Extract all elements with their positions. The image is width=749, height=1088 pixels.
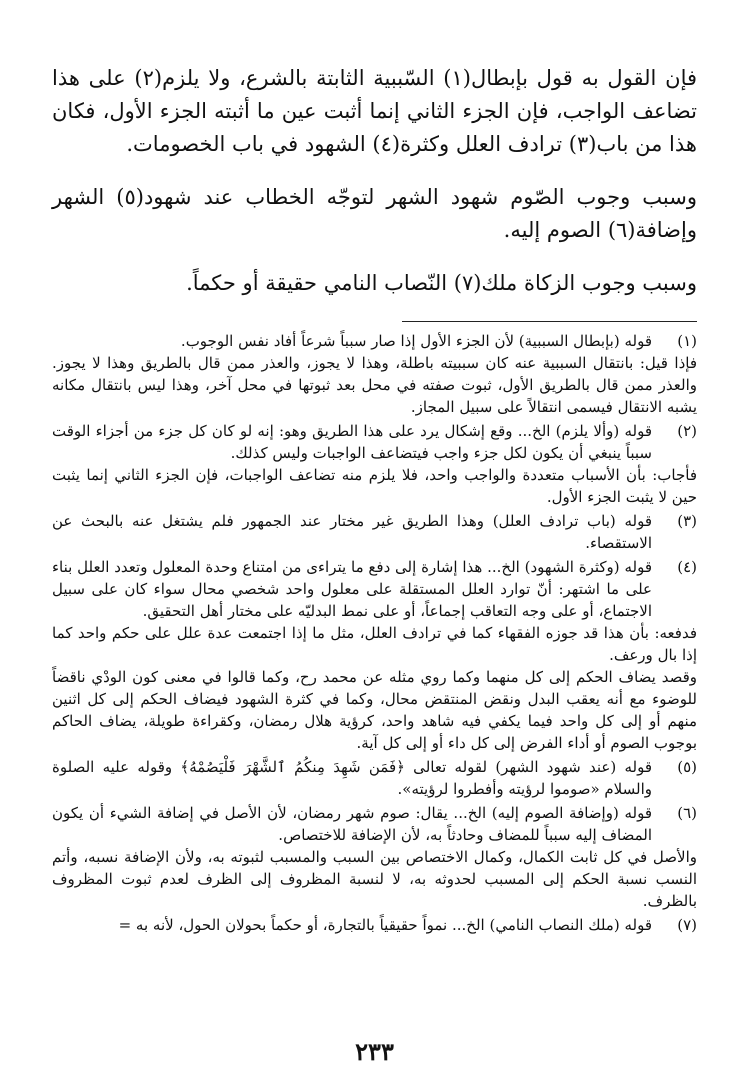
main-paragraph-3: وسبب وجوب الزكاة ملك(٧) النّصاب النامي حقيقة أو حكماً.: [186, 271, 697, 295]
footnote-4: [52, 556, 697, 754]
footnote-text: فأجاب: بأن الأسباب متعددة والواجب واحد، فلا يلزم منه تضاعف الواجبات، فإن الجزء الثاني إنما يثبت حين لا يثبت الجزء الأول.: [52, 466, 697, 506]
footnote-text: قوله (وإضافة الصوم إليه) الخ... يقال: صوم شهر رمضان، لأن الأصل في إضافة الشيء أن يكون المضاف إليه سبباً للمضاف وحادثاً به، لأن الإضافة للاختصاص.: [52, 804, 652, 844]
footnote-text: قوله (ملك النصاب النامي) الخ... نمواً حقيقياً بالتجارة، أو حكماً بحولان الحول، لأنه به =: [118, 916, 652, 934]
main-paragraph-2: وسبب وجوب الصّوم شهود الشهر لتوجّه الخطاب عند شهود(٥) الشهر وإضافة(٦) الصوم إليه.: [52, 185, 697, 242]
footnote-number: (٦): [677, 804, 697, 822]
footnote-text: قوله (وألا يلزم) الخ... وقع إشكال يرد على هذا الطريق وهو: إنه لو كان كل جزء من أجزاء الوقت سبباً ينبغي أن يكون لكل جزء واجب فيتضاعف الواجبات وليس كذلك.: [52, 422, 652, 462]
footnote-text: قوله (عند شهود الشهر) لقوله تعالى ﴿فَمَن شَهِدَ مِنكُمُ ٱلشَّهْرَ فَلْيَصُمْهُ﴾ وقوله عليه الصلوة والسلام «صوموا لرؤيته وأفطروا لرؤيته».: [52, 758, 652, 798]
footnote-number: (٥): [677, 758, 697, 776]
footnote-1: [52, 330, 697, 418]
footnote-text: فدفعه: بأن هذا قد جوزه الفقهاء كما في ترادف العلل، مثل ما إذا اجتمعت عدة علل على حكم واحد كما إذا بال ورعف.: [52, 624, 697, 664]
footnote-text: وقصد يضاف الحكم إلى كل منهما وكما روي مثله عن محمد رح، وكما قالوا في معنى كون الودْي ناقضاً للوضوء مع أنه يعقب البدل ونقض المنتقض محال، وكما في كثرة الشهود فيضاف الحكم إلى كل اثنين منهم أو إلى كل واحد فيما يكفي فيه شاهد واحد، كرؤية هلال رمضان، وكقراءة طويلة، يضاف الحاكم بوجوب الصوم أو أداء الفرض إلى كل داء أو إلى كل آية.: [52, 668, 697, 752]
main-text: [52, 62, 697, 300]
footnote-text: قوله (وكثرة الشهود) الخ... هذا إشارة إلى دفع ما يتراءى من امتناع وحدة المعلول وتعدد العلل بناء على ما اشتهر: أنّ توارد العلل المستقلة على معلول واحد شخصي محال سواء كان على سبيل الاجتماع، أو على وجه التعاقب إجماعاً، أو على نمط البدليّه على مختار أهل التحقيق.: [52, 558, 652, 620]
footnote-text: والأصل في كل ثابت الكمال، وكمال الاختصاص بين السبب والمسبب لثبوته به، ولأن الإضافة نسبه، وأتم النسب نسبة الحكم إلى المسبب لحدوثه به، لا لنسبة المظروف إلى الظرف لعدم ثبوت المظروف بالظرف.: [52, 848, 697, 910]
footnote-text: فإذا قيل: بانتقال السببية عنه كان سببيته باطلة، وهذا لا يجوز، والعذر ممن قال بالطريق وهذا لا يجوز. والعذر ممن قال بالطريق الأول، ثبوت صفته في محل بعد ثبوتها في محل آخر، وهذا ليس بانتقال مكانه يشبه الانتقال فيسمى انتقالاً على سبيل المجاز.: [52, 354, 697, 416]
footnote-number: (٢): [677, 422, 697, 440]
footnote-number: (٣): [677, 512, 697, 530]
page-number: ٢٣٣: [355, 1037, 394, 1066]
footnote-separator: [402, 321, 697, 322]
footnote-text: قوله (بإبطال السببية) لأن الجزء الأول إذا صار سبباً شرعاً أفاد نفس الوجوب.: [180, 332, 652, 350]
footnote-text: قوله (باب ترادف العلل) وهذا الطريق غير مختار عند الجمهور فلم يشتغل عنه بالبحث عن الاستقصاء.: [52, 512, 652, 552]
footnotes: [52, 330, 697, 938]
footnote-7: [52, 914, 697, 936]
main-paragraph-1: فإن القول به قول بإبطال(١) السّببية الثابتة بالشرع، ولا يلزم(٢) على هذا تضاعف الواجب، فإن الجزء الثاني إنما أثبت عين ما أثبته الجزء الأول، فكان هذا من باب(٣) ترادف العلل وكثرة(٤) الشهود في باب الخصومات.: [52, 66, 698, 156]
footnote-3: [52, 510, 697, 554]
footnote-6: [52, 802, 697, 912]
footnote-number: (٤): [677, 558, 697, 576]
footnote-number: (٧): [677, 916, 697, 934]
footnote-number: (١): [677, 332, 697, 350]
footnote-2: [52, 420, 697, 508]
footnote-5: [52, 756, 697, 800]
